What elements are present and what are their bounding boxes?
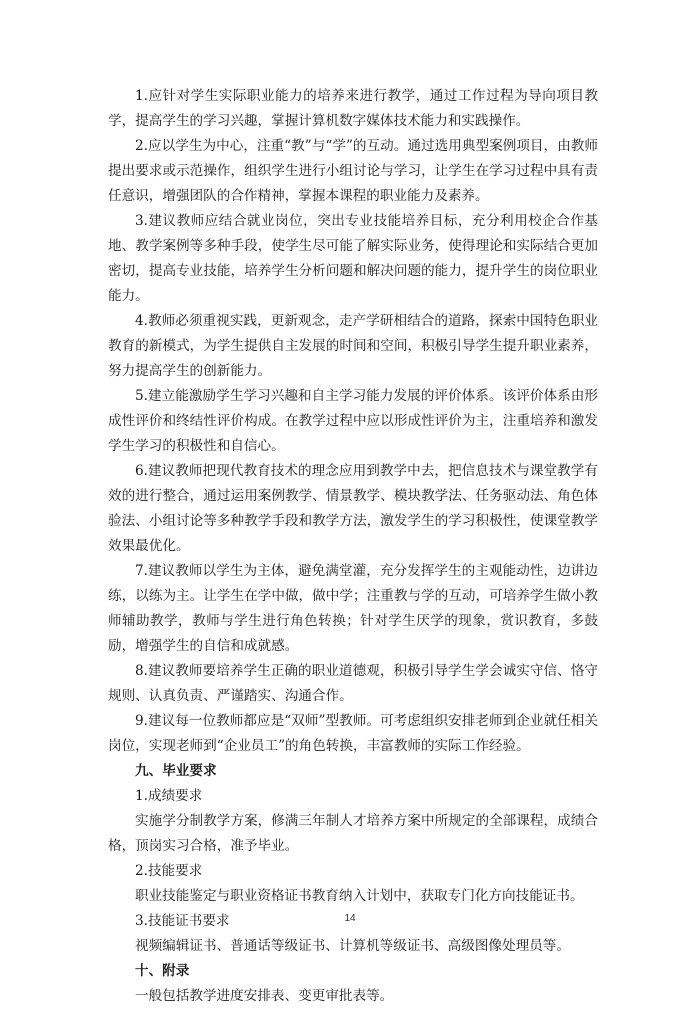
body-paragraph: 9.建议每一位教师都应是“双师”型教师。可考虑组织安排老师到企业就任相关岗位，实现老师到“企业员工”的角色转换，丰富教师的实际工作经验。 — [108, 713, 598, 754]
subsection-heading: 2.技能要求 — [135, 863, 203, 879]
page-number: 14 — [344, 913, 356, 924]
body-paragraph: 视频编辑证书、普通话等级证书、计算机等级证书、高级图像处理员等。 — [135, 938, 570, 954]
body-paragraph: 实施学分制教学方案，修满三年制人才培养方案中所规定的全部课程，成绩合格，顶岗实习合格，准予毕业。 — [108, 813, 598, 854]
body-paragraph: 1.应针对学生实际职业能力的培养来进行教学，通过工作过程为导向项目教学，提高学生的学习兴趣，掌握计算机数字媒体技术能力和实践操作。 — [108, 88, 598, 129]
body-paragraph: 4.教师必须重视实践，更新观念，走产学研相结合的道路，探索中国特色职业教育的新模式，为学生提供自主发展的时间和空间，积极引导学生提升职业素养，努力提高学生的创新能力。 — [108, 313, 598, 379]
subsection-heading: 1.成绩要求 — [135, 788, 203, 804]
body-paragraph: 5.建立能激励学生学习兴趣和自主学习能力发展的评价体系。该评价体系由形成性评价和终结性评价构成。在教学过程中应以形成性评价为主，注重培养和激发学生学习的积极性和自信心。 — [108, 388, 598, 454]
section-heading: 九、毕业要求 — [135, 763, 217, 779]
subsection-heading: 3.技能证书要求 — [135, 913, 230, 929]
body-paragraph: 8.建议教师要培养学生正确的职业道德观，积极引导学生学会诚实守信、恪守规则、认真负责、严谨踏实、沟通合作。 — [108, 663, 598, 704]
body-paragraph: 一般包括教学进度安排表、变更审批表等。 — [135, 988, 394, 1004]
body-paragraph: 职业技能鉴定与职业资格证书教育纳入计划中，获取专门化方向技能证书。 — [135, 888, 584, 904]
body-paragraph: 6.建议教师把现代教育技术的理念应用到教学中去，把信息技术与课堂教学有效的进行整合，通过运用案例教学、情景教学、模块教学法、任务驱动法、角色体验法、小组讨论等多种教学手段和教学方法，激发学生的学习积极性，使课堂教学效果最优化。 — [108, 463, 598, 554]
body-paragraph: 7.建议教师以学生为主体，避免满堂灌，充分发挥学生的主观能动性，边讲边练，以练为主。让学生在学中做，做中学；注重教与学的互动，可培养学生做小教师辅助教学，教师与学生进行角色转换；针对学生厌学的现象，赏识教育，多鼓励，增强学生的自信和成就感。 — [108, 563, 598, 654]
page-body — [108, 84, 598, 1009]
body-paragraph: 3.建议教师应结合就业岗位，突出专业技能培养目标，充分利用校企合作基地、教学案例等多种手段，使学生尽可能了解实际业务，使得理论和实际结合更加密切，提高专业技能，培养学生分析问题和解决问题的能力，提升学生的岗位职业能力。 — [108, 213, 598, 304]
section-heading: 十、附录 — [135, 963, 190, 979]
body-paragraph: 2.应以学生为中心，注重“教”与“学”的互动。通过选用典型案例项目，由教师提出要求或示范操作，组织学生进行小组讨论与学习，让学生在学习过程中具有责任意识，增强团队的合作精神，掌握本课程的职业能力及素养。 — [108, 138, 598, 204]
